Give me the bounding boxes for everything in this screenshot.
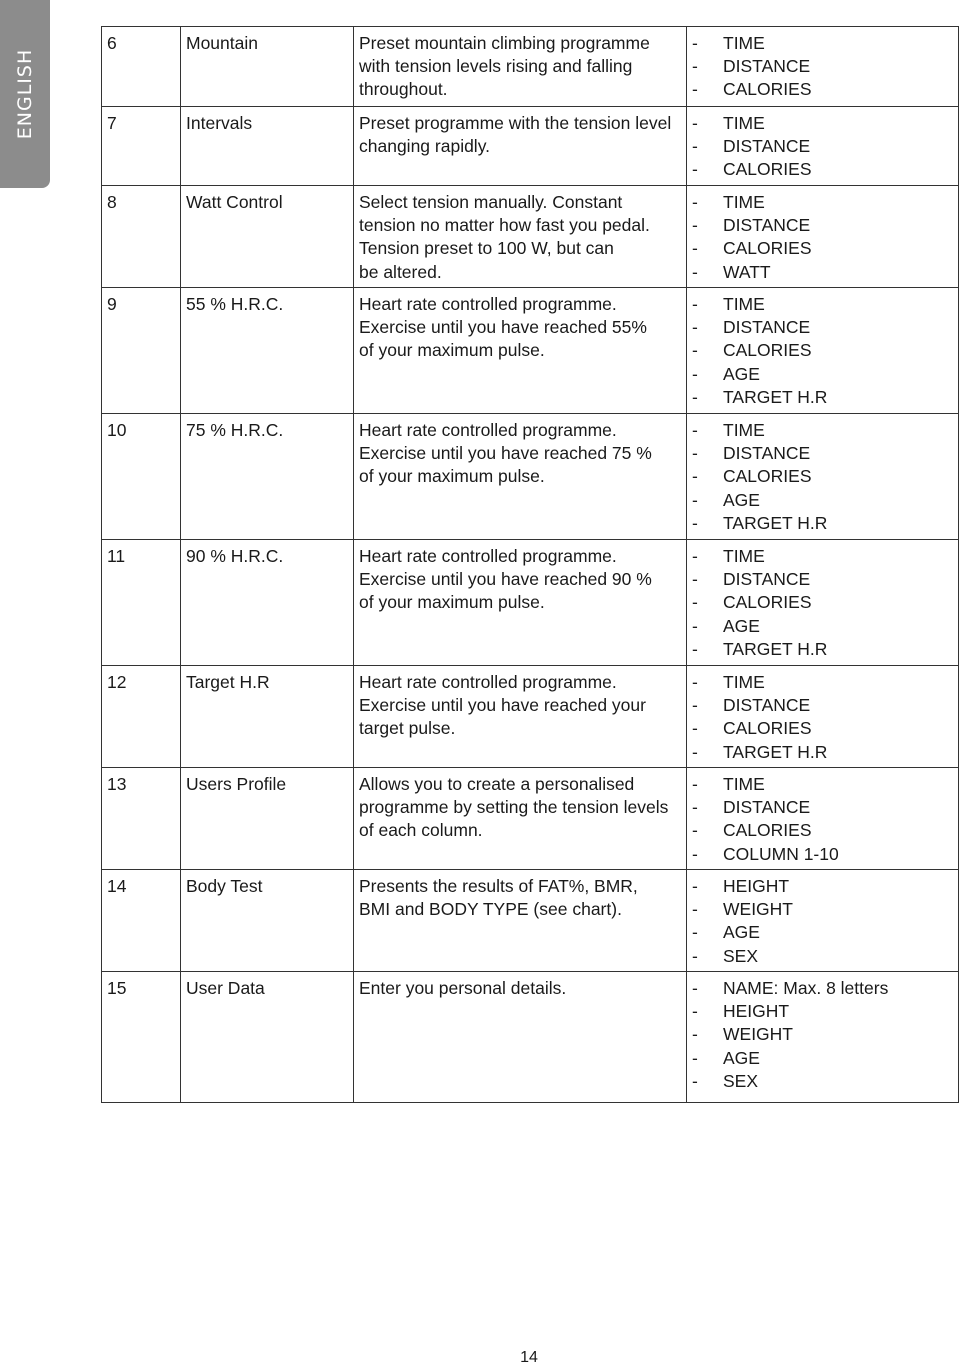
description-line: Select tension manually. Constant [359, 192, 623, 212]
programme-name: 90 % H.R.C. [181, 540, 354, 666]
display-value-item: - AGE [692, 489, 953, 512]
display-value-item: - TIME [692, 293, 953, 316]
programme-name: Body Test [181, 870, 354, 972]
table-row [102, 414, 959, 540]
display-value-item: - CALORIES [692, 717, 953, 740]
language-tab [0, 0, 50, 188]
display-value-list [692, 191, 953, 284]
display-value-item: - TIME [692, 671, 953, 694]
description-line: Preset mountain climbing programme [359, 33, 650, 53]
description-line: Heart rate controlled programme. [359, 294, 617, 314]
description-line: of your maximum pulse. [359, 340, 545, 361]
description-line: Tension preset to 100 W, but can [359, 238, 614, 259]
programme-display-values [687, 414, 959, 540]
table-row [102, 768, 959, 870]
description-line: of your maximum pulse. [359, 466, 545, 487]
display-value-item: - WEIGHT [692, 1023, 953, 1046]
description-line: Enter you personal details. [359, 978, 567, 998]
programme-number: 7 [102, 107, 181, 186]
programme-description [354, 186, 687, 288]
display-value-item: - TARGET H.R [692, 512, 953, 535]
display-value-list [692, 875, 953, 968]
display-value-item: - TIME [692, 773, 953, 796]
programme-display-values [687, 666, 959, 768]
programme-description [354, 870, 687, 972]
display-value-item: - SEX [692, 945, 953, 968]
display-value-list [692, 112, 953, 182]
programme-description [354, 972, 687, 1103]
table-row [102, 288, 959, 414]
description-line: of your maximum pulse. [359, 592, 545, 613]
display-value-item: - TIME [692, 112, 953, 135]
table-row [102, 972, 959, 1103]
programme-description [354, 288, 687, 414]
programme-display-values [687, 288, 959, 414]
display-value-list [692, 32, 953, 102]
description-line: Heart rate controlled programme. [359, 672, 617, 692]
display-value-item: - WATT [692, 261, 953, 284]
display-value-item: - DISTANCE [692, 796, 953, 819]
description-line: tension no matter how fast you pedal. [359, 215, 650, 236]
display-value-item: - TIME [692, 545, 953, 568]
table-row [102, 666, 959, 768]
description-line: with tension levels rising and falling [359, 56, 633, 77]
programme-number: 11 [102, 540, 181, 666]
display-value-item: - AGE [692, 363, 953, 386]
programme-display-values [687, 540, 959, 666]
programme-number: 9 [102, 288, 181, 414]
programme-description [354, 666, 687, 768]
programme-name: Watt Control [181, 186, 354, 288]
programme-number: 13 [102, 768, 181, 870]
programme-display-values [687, 972, 959, 1103]
programme-name: 75 % H.R.C. [181, 414, 354, 540]
programme-name: Intervals [181, 107, 354, 186]
programme-name: Mountain [181, 27, 354, 107]
display-value-item: - SEX [692, 1070, 953, 1093]
programme-description [354, 27, 687, 107]
programme-description [354, 414, 687, 540]
programme-description [354, 107, 687, 186]
display-value-item: - DISTANCE [692, 568, 953, 591]
display-value-item: - HEIGHT [692, 1000, 953, 1023]
display-value-item: - CALORIES [692, 591, 953, 614]
programme-number: 10 [102, 414, 181, 540]
description-line: Presents the results of FAT%, BMR, [359, 876, 638, 896]
display-value-item: - TARGET H.R [692, 638, 953, 661]
programme-number: 6 [102, 27, 181, 107]
table-row [102, 540, 959, 666]
display-value-item: - AGE [692, 1047, 953, 1070]
programme-number: 12 [102, 666, 181, 768]
display-value-item: - CALORIES [692, 465, 953, 488]
table-row [102, 107, 959, 186]
display-value-list [692, 773, 953, 866]
display-value-item: - TARGET H.R [692, 741, 953, 764]
display-value-item: - DISTANCE [692, 135, 953, 158]
display-value-item: - CALORIES [692, 78, 953, 101]
description-line: BMI and BODY TYPE (see chart). [359, 899, 622, 920]
description-line: Exercise until you have reached 75 % [359, 443, 652, 464]
programme-display-values [687, 107, 959, 186]
description-line: throughout. [359, 79, 448, 100]
display-value-item: - TIME [692, 191, 953, 214]
programme-number: 15 [102, 972, 181, 1103]
display-value-item: - TARGET H.R [692, 386, 953, 409]
programme-table-body [102, 27, 959, 1103]
programme-description [354, 540, 687, 666]
description-line: changing rapidly. [359, 136, 491, 157]
description-line: of each column. [359, 820, 483, 841]
display-value-item: - TIME [692, 32, 953, 55]
description-line: Allows you to create a personalised [359, 774, 635, 794]
page-number: 14 [520, 1349, 538, 1366]
programme-table [101, 26, 959, 1103]
description-line: Exercise until you have reached 55% [359, 317, 647, 338]
display-value-list [692, 671, 953, 764]
programme-number: 14 [102, 870, 181, 972]
display-value-item: - DISTANCE [692, 442, 953, 465]
display-value-item: - WEIGHT [692, 898, 953, 921]
table-row [102, 870, 959, 972]
description-line: be altered. [359, 261, 442, 282]
display-value-item: - CALORIES [692, 819, 953, 842]
display-value-item: - DISTANCE [692, 55, 953, 78]
display-value-list [692, 545, 953, 661]
display-value-item: - TIME [692, 419, 953, 442]
table-row [102, 27, 959, 107]
display-value-item: - COLUMN 1-10 [692, 843, 953, 866]
display-value-item: - DISTANCE [692, 214, 953, 237]
display-value-list [692, 977, 953, 1093]
display-value-item: - DISTANCE [692, 694, 953, 717]
language-tab-label: ENGLISH [14, 48, 36, 140]
description-line: Preset programme with the tension level [359, 113, 672, 133]
programme-name: Target H.R [181, 666, 354, 768]
display-value-item: - AGE [692, 921, 953, 944]
description-line: programme by setting the tension levels [359, 797, 669, 818]
display-value-item: - NAME: Max. 8 letters [692, 977, 953, 1000]
programme-name: User Data [181, 972, 354, 1103]
programme-display-values [687, 27, 959, 107]
description-line: Exercise until you have reached 90 % [359, 569, 652, 590]
programme-name: Users Profile [181, 768, 354, 870]
description-line: target pulse. [359, 718, 456, 739]
display-value-list [692, 293, 953, 409]
description-line: Heart rate controlled programme. [359, 546, 617, 566]
display-value-item: - CALORIES [692, 158, 953, 181]
display-value-list [692, 419, 953, 535]
display-value-item: - CALORIES [692, 237, 953, 260]
programme-name: 55 % H.R.C. [181, 288, 354, 414]
description-line: Exercise until you have reached your [359, 695, 646, 716]
display-value-item: - HEIGHT [692, 875, 953, 898]
display-value-item: - AGE [692, 615, 953, 638]
programme-number: 8 [102, 186, 181, 288]
programme-display-values [687, 870, 959, 972]
display-value-item: - DISTANCE [692, 316, 953, 339]
display-value-item: - CALORIES [692, 339, 953, 362]
description-line: Heart rate controlled programme. [359, 420, 617, 440]
table-row [102, 186, 959, 288]
programme-description [354, 768, 687, 870]
programme-display-values [687, 768, 959, 870]
programme-display-values [687, 186, 959, 288]
